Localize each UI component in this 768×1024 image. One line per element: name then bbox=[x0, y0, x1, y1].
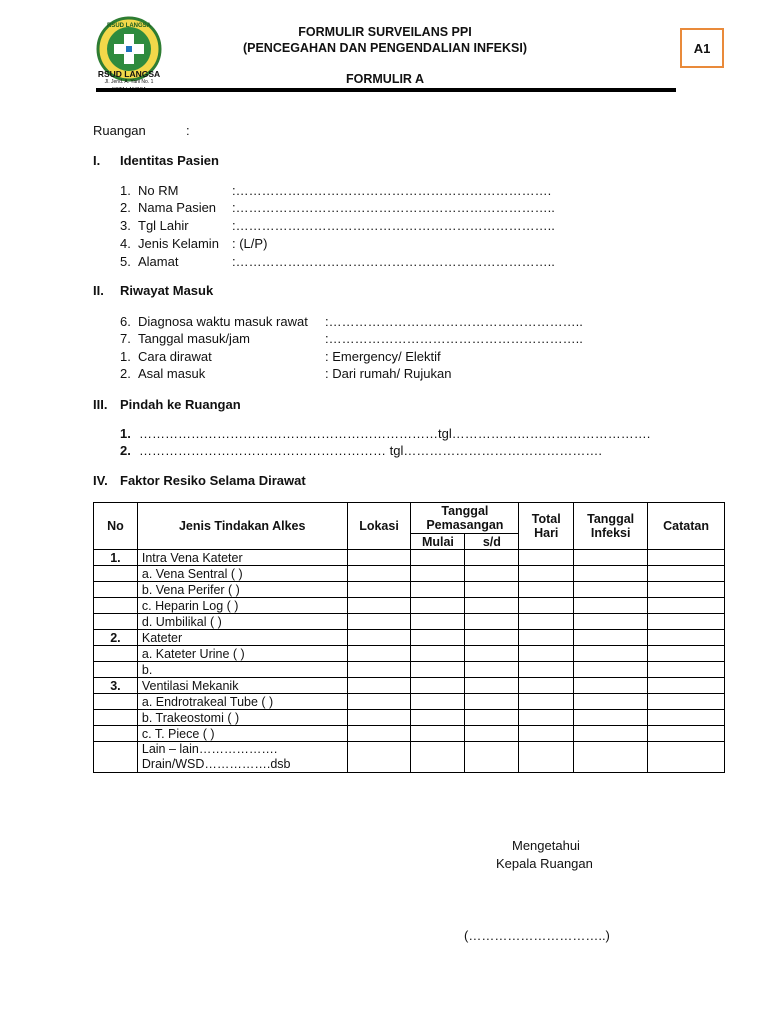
lokasi-cell[interactable] bbox=[347, 742, 411, 773]
total-hari-cell[interactable] bbox=[519, 646, 574, 662]
col-tanggal-infeksi bbox=[574, 503, 648, 550]
catatan-cell[interactable] bbox=[648, 566, 725, 582]
total-hari-cell[interactable] bbox=[519, 566, 574, 582]
row-jenis-tindakan: a. Vena Sentral ( ) bbox=[137, 566, 347, 582]
catatan-cell[interactable] bbox=[648, 710, 725, 726]
table-row bbox=[94, 694, 725, 710]
field-cara-dirawat[interactable]: : Emergency/ Elektif bbox=[325, 349, 441, 364]
sd-cell[interactable] bbox=[465, 598, 519, 614]
row-number: 3. bbox=[94, 678, 138, 694]
row-jenis-tindakan: Kateter bbox=[137, 630, 347, 646]
form-code: A1 bbox=[693, 40, 711, 56]
field-jenis-kelamin[interactable]: : (L/P) bbox=[232, 236, 268, 251]
field-label-no-rm: No RM bbox=[138, 183, 179, 198]
table-row bbox=[94, 598, 725, 614]
field-alamat[interactable]: :……………………………………………………………….. bbox=[232, 254, 555, 269]
section1-title: Identitas Pasien bbox=[120, 153, 219, 168]
sd-cell[interactable] bbox=[465, 614, 519, 630]
lokasi-cell[interactable] bbox=[347, 550, 411, 566]
form-title: FORMULIR SURVEILANS PPI bbox=[298, 25, 472, 39]
total-hari-cell[interactable] bbox=[519, 662, 574, 678]
lokasi-cell[interactable] bbox=[347, 694, 411, 710]
section1-num: I. bbox=[93, 153, 101, 168]
lokasi-cell[interactable] bbox=[347, 614, 411, 630]
row-number bbox=[94, 694, 138, 710]
tanggal-infeksi-cell[interactable] bbox=[574, 710, 648, 726]
catatan-cell[interactable] bbox=[648, 614, 725, 630]
table-row bbox=[94, 550, 725, 566]
lokasi-cell[interactable] bbox=[347, 646, 411, 662]
row-drain-wsd[interactable]: Drain/WSD…………….dsb bbox=[141, 757, 291, 771]
sd-cell[interactable] bbox=[465, 726, 519, 742]
row-number bbox=[94, 582, 138, 598]
item-number: 3. bbox=[120, 218, 131, 233]
row-jenis-tindakan: c. T. Piece ( ) bbox=[137, 726, 347, 742]
catatan-cell[interactable] bbox=[648, 582, 725, 598]
col-catatan: Catatan bbox=[648, 503, 725, 550]
total-hari-cell[interactable] bbox=[519, 630, 574, 646]
col-tanggal-pemasangan bbox=[411, 503, 519, 534]
sd-cell[interactable] bbox=[465, 678, 519, 694]
col-hari-label: Hari bbox=[534, 526, 559, 540]
signature-blank[interactable]: (…………………………..) bbox=[464, 928, 610, 943]
total-hari-cell[interactable] bbox=[519, 582, 574, 598]
table-row bbox=[94, 646, 725, 662]
table-row bbox=[94, 566, 725, 582]
catatan-cell[interactable] bbox=[648, 678, 725, 694]
sd-cell[interactable] bbox=[465, 582, 519, 598]
item-number: 7. bbox=[120, 331, 131, 346]
field-label-asal-masuk: Asal masuk bbox=[138, 366, 206, 381]
field-pindah-ruangan-1[interactable]: ……………………………………………………………tgl………………………………………. bbox=[139, 426, 651, 441]
catatan-cell[interactable] bbox=[648, 742, 725, 773]
mulai-cell[interactable] bbox=[411, 614, 465, 630]
col-jenis-tindakan: Jenis Tindakan Alkes bbox=[137, 503, 347, 550]
table-row bbox=[94, 710, 725, 726]
item-number: 4. bbox=[120, 236, 131, 251]
mulai-cell[interactable] bbox=[411, 598, 465, 614]
header-rule bbox=[96, 88, 676, 92]
section3-num: III. bbox=[93, 397, 108, 412]
tanggal-infeksi-cell[interactable] bbox=[574, 726, 648, 742]
col-pemasangan-label: Pemasangan bbox=[426, 518, 504, 532]
total-hari-cell[interactable] bbox=[519, 694, 574, 710]
lokasi-cell[interactable] bbox=[347, 630, 411, 646]
mulai-cell[interactable] bbox=[411, 550, 465, 566]
lokasi-cell[interactable] bbox=[347, 566, 411, 582]
tanggal-infeksi-cell[interactable] bbox=[574, 662, 648, 678]
mulai-cell[interactable] bbox=[411, 742, 465, 773]
field-nama[interactable]: :……………………………………………………………….. bbox=[232, 200, 555, 215]
row-number bbox=[94, 726, 138, 742]
tanggal-infeksi-cell[interactable] bbox=[574, 678, 648, 694]
row-number bbox=[94, 662, 138, 678]
logo-name: RSUD LANGSA bbox=[97, 69, 161, 79]
tanggal-infeksi-cell[interactable] bbox=[574, 582, 648, 598]
col-tanggal-label: Tanggal bbox=[441, 504, 489, 518]
item-number: 1. bbox=[120, 349, 131, 364]
col-sd: s/d bbox=[465, 534, 519, 550]
field-diagnosa[interactable]: :………………………………………………….. bbox=[325, 314, 583, 329]
signature-title: Kepala Ruangan bbox=[496, 856, 593, 871]
sd-cell[interactable] bbox=[465, 630, 519, 646]
mulai-cell[interactable] bbox=[411, 726, 465, 742]
section2-num: II. bbox=[93, 283, 104, 298]
sd-cell[interactable] bbox=[465, 662, 519, 678]
mulai-cell[interactable] bbox=[411, 662, 465, 678]
sd-cell[interactable] bbox=[465, 742, 519, 773]
lokasi-cell[interactable] bbox=[347, 710, 411, 726]
item-number: 6. bbox=[120, 314, 131, 329]
item-number: 1. bbox=[120, 426, 131, 441]
field-no-rm[interactable]: :………………………………………………………………. bbox=[232, 183, 552, 198]
mulai-cell[interactable] bbox=[411, 582, 465, 598]
lokasi-cell[interactable] bbox=[347, 678, 411, 694]
table-row bbox=[94, 630, 725, 646]
catatan-cell[interactable] bbox=[648, 646, 725, 662]
row-number: 2. bbox=[94, 630, 138, 646]
sd-cell[interactable] bbox=[465, 566, 519, 582]
field-pindah-ruangan-2[interactable]: ………………………………………………… tgl………………………………………. bbox=[139, 443, 602, 458]
mulai-cell[interactable] bbox=[411, 566, 465, 582]
field-label-diagnosa: Diagnosa waktu masuk rawat bbox=[138, 314, 308, 329]
row-number bbox=[94, 614, 138, 630]
tanggal-infeksi-cell[interactable] bbox=[574, 630, 648, 646]
total-hari-cell[interactable] bbox=[519, 614, 574, 630]
tanggal-infeksi-cell[interactable] bbox=[574, 614, 648, 630]
section4-num: IV. bbox=[93, 473, 108, 488]
total-hari-cell[interactable] bbox=[519, 550, 574, 566]
logo-address: Jl. Jend. A. Yani No. 1 bbox=[104, 79, 154, 85]
catatan-cell[interactable] bbox=[648, 694, 725, 710]
table-row bbox=[94, 726, 725, 742]
item-number: 5. bbox=[120, 254, 131, 269]
mulai-cell[interactable] bbox=[411, 694, 465, 710]
row-number bbox=[94, 710, 138, 726]
field-label-tanggal-masuk: Tanggal masuk/jam bbox=[138, 331, 250, 346]
total-hari-cell[interactable] bbox=[519, 598, 574, 614]
item-number: 1. bbox=[120, 183, 131, 198]
section2-title: Riwayat Masuk bbox=[120, 283, 214, 298]
row-jenis-tindakan: Intra Vena Kateter bbox=[137, 550, 347, 566]
section4-title: Faktor Resiko Selama Dirawat bbox=[120, 473, 306, 488]
col-infeksi-label: Infeksi bbox=[590, 526, 631, 540]
total-hari-cell[interactable] bbox=[519, 710, 574, 726]
signature-mengetahui: Mengetahui bbox=[512, 838, 580, 853]
field-label-nama: Nama Pasien bbox=[138, 200, 217, 215]
sd-cell[interactable] bbox=[465, 694, 519, 710]
catatan-cell[interactable] bbox=[648, 550, 725, 566]
mulai-cell[interactable] bbox=[411, 678, 465, 694]
row-lain-lain[interactable]: Lain – lain………………. bbox=[141, 742, 278, 756]
row-number bbox=[94, 742, 138, 773]
field-label-jenis-kelamin: Jenis Kelamin bbox=[138, 236, 219, 251]
tanggal-infeksi-cell[interactable] bbox=[574, 646, 648, 662]
table-row bbox=[94, 614, 725, 630]
lokasi-cell[interactable] bbox=[347, 726, 411, 742]
col-total-hari bbox=[519, 503, 574, 550]
col-mulai: Mulai bbox=[411, 534, 465, 550]
item-number: 2. bbox=[120, 443, 131, 458]
mulai-cell[interactable] bbox=[411, 710, 465, 726]
ruangan-sep[interactable]: : bbox=[186, 123, 190, 138]
table-row bbox=[94, 742, 725, 773]
item-number: 2. bbox=[120, 200, 131, 215]
row-number: 1. bbox=[94, 550, 138, 566]
tanggal-infeksi-cell[interactable] bbox=[574, 742, 648, 773]
svg-text:RSUD LANGSA: RSUD LANGSA bbox=[106, 23, 152, 29]
catatan-cell[interactable] bbox=[648, 726, 725, 742]
lokasi-cell[interactable] bbox=[347, 598, 411, 614]
sd-cell[interactable] bbox=[465, 710, 519, 726]
row-jenis-tindakan bbox=[137, 742, 347, 773]
row-number bbox=[94, 566, 138, 582]
table-row bbox=[94, 678, 725, 694]
item-number: 2. bbox=[120, 366, 131, 381]
table-row bbox=[94, 582, 725, 598]
table-body bbox=[94, 550, 725, 773]
row-jenis-tindakan: Ventilasi Mekanik bbox=[137, 678, 347, 694]
field-tanggal-masuk[interactable]: :………………………………………………….. bbox=[325, 331, 583, 346]
row-jenis-tindakan: b. bbox=[137, 662, 347, 678]
row-number bbox=[94, 646, 138, 662]
catatan-cell[interactable] bbox=[648, 598, 725, 614]
row-jenis-tindakan: b. Trakeostomi ( ) bbox=[137, 710, 347, 726]
form-name: FORMULIR A bbox=[346, 72, 424, 86]
lokasi-cell[interactable] bbox=[347, 662, 411, 678]
row-jenis-tindakan: c. Heparin Log ( ) bbox=[137, 598, 347, 614]
mulai-cell[interactable] bbox=[411, 646, 465, 662]
row-jenis-tindakan: a. Endrotrakeal Tube ( ) bbox=[137, 694, 347, 710]
col-infeksi-tanggal-label: Tanggal bbox=[587, 512, 635, 526]
total-hari-cell[interactable] bbox=[519, 678, 574, 694]
tanggal-infeksi-cell[interactable] bbox=[574, 566, 648, 582]
form-code-box bbox=[680, 28, 724, 68]
table-row bbox=[94, 662, 725, 678]
field-label-cara-dirawat: Cara dirawat bbox=[138, 349, 212, 364]
mulai-cell[interactable] bbox=[411, 630, 465, 646]
row-jenis-tindakan: d. Umbilikal ( ) bbox=[137, 614, 347, 630]
sd-cell[interactable] bbox=[465, 646, 519, 662]
lokasi-cell[interactable] bbox=[347, 582, 411, 598]
section3-title: Pindah ke Ruangan bbox=[120, 397, 241, 412]
total-hari-cell[interactable] bbox=[519, 726, 574, 742]
field-asal-masuk[interactable]: : Dari rumah/ Rujukan bbox=[325, 366, 452, 381]
col-no: No bbox=[94, 503, 138, 550]
sd-cell[interactable] bbox=[465, 550, 519, 566]
tanggal-infeksi-cell[interactable] bbox=[574, 598, 648, 614]
row-jenis-tindakan: a. Kateter Urine ( ) bbox=[137, 646, 347, 662]
row-number bbox=[94, 598, 138, 614]
tanggal-infeksi-cell[interactable] bbox=[574, 694, 648, 710]
field-label-tgl-lahir: Tgl Lahir bbox=[138, 218, 189, 233]
field-label-alamat: Alamat bbox=[138, 254, 179, 269]
ruangan-label: Ruangan bbox=[93, 123, 146, 138]
form-subtitle: (PENCEGAHAN DAN PENGENDALIAN INFEKSI) bbox=[242, 41, 528, 55]
tanggal-infeksi-cell[interactable] bbox=[574, 550, 648, 566]
risk-factor-table bbox=[93, 502, 725, 773]
row-jenis-tindakan: b. Vena Perifer ( ) bbox=[137, 582, 347, 598]
col-lokasi: Lokasi bbox=[347, 503, 411, 550]
catatan-cell[interactable] bbox=[648, 662, 725, 678]
total-hari-cell[interactable] bbox=[519, 742, 574, 773]
catatan-cell[interactable] bbox=[648, 630, 725, 646]
field-tgl-lahir[interactable]: :……………………………………………………………….. bbox=[232, 218, 555, 233]
col-total-label: Total bbox=[531, 512, 561, 526]
